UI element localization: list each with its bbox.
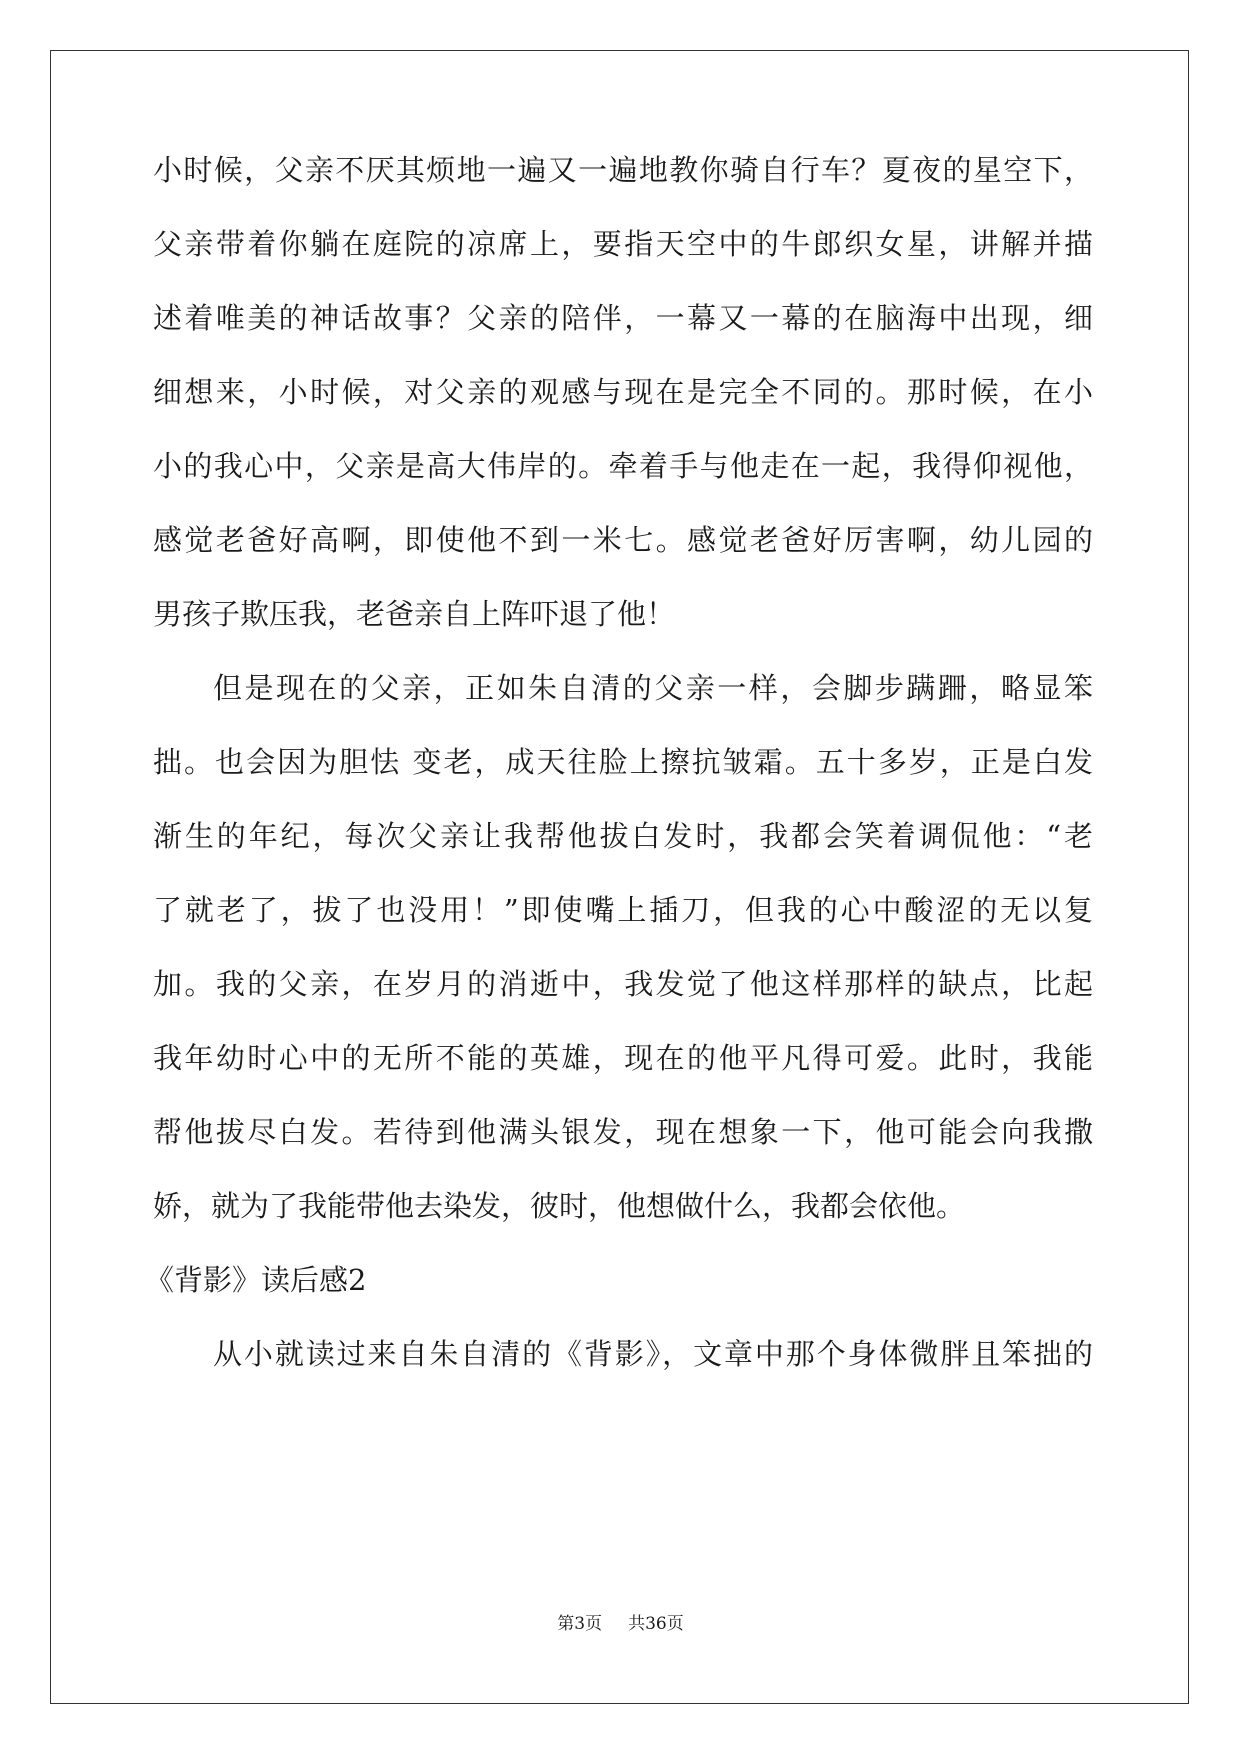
paragraph-line: 从小就读过来自朱自清的《背影》，文章中那个身体微胖且笨拙的 xyxy=(213,1337,1093,1371)
paragraph-line: 述着唯美的神话故事？父亲的陪伴，一幕又一幕的在脑海中出现，细 xyxy=(153,301,1093,335)
section-heading: 《背影》读后感2 xyxy=(145,1263,367,1297)
paragraph-line: 了就老了，拔了也没用！”即使嘴上插刀，但我的心中酸涩的无以复 xyxy=(153,893,1093,927)
paragraph-line: 男孩子欺压我，老爸亲自上阵吓退了他！ xyxy=(153,597,676,631)
paragraph-line: 渐生的年纪，每次父亲让我帮他拔白发时，我都会笑着调侃他：“老 xyxy=(153,819,1093,853)
page-total: 共36页 xyxy=(628,1614,684,1634)
paragraph-line: 但是现在的父亲，正如朱自清的父亲一样，会脚步蹒跚，略显笨 xyxy=(213,671,1093,705)
paragraph-line: 娇，就为了我能带他去染发，彼时，他想做什么，我都会依他。 xyxy=(153,1189,966,1223)
paragraph-line: 拙。也会因为胆怯 变老，成天往脸上擦抗皱霜。五十多岁，正是白发 xyxy=(153,745,1093,779)
paragraph-line: 感觉老爸好高啊，即使他不到一米七。感觉老爸好厉害啊，幼儿园的 xyxy=(153,523,1093,557)
paragraph-line: 细想来，小时候，对父亲的观感与现在是完全不同的。那时候，在小 xyxy=(153,375,1093,409)
page-footer xyxy=(0,1612,1241,1636)
paragraph-line: 小时候，父亲不厌其烦地一遍又一遍地教你骑自行车？夏夜的星空下， xyxy=(153,153,1093,187)
page-number: 第3页 xyxy=(557,1614,603,1634)
paragraph-line: 帮他拔尽白发。若待到他满头银发，现在想象一下，他可能会向我撒 xyxy=(153,1115,1093,1149)
paragraph-line: 加。我的父亲，在岁月的消逝中，我发觉了他这样那样的缺点，比起 xyxy=(153,967,1093,1001)
paragraph-line: 我年幼时心中的无所不能的英雄，现在的他平凡得可爱。此时，我能 xyxy=(153,1041,1093,1075)
paragraph-line: 小的我心中，父亲是高大伟岸的。牵着手与他走在一起，我得仰视他， xyxy=(153,449,1093,483)
paragraph-line: 父亲带着你躺在庭院的凉席上，要指天空中的牛郎织女星，讲解并描 xyxy=(153,227,1093,261)
